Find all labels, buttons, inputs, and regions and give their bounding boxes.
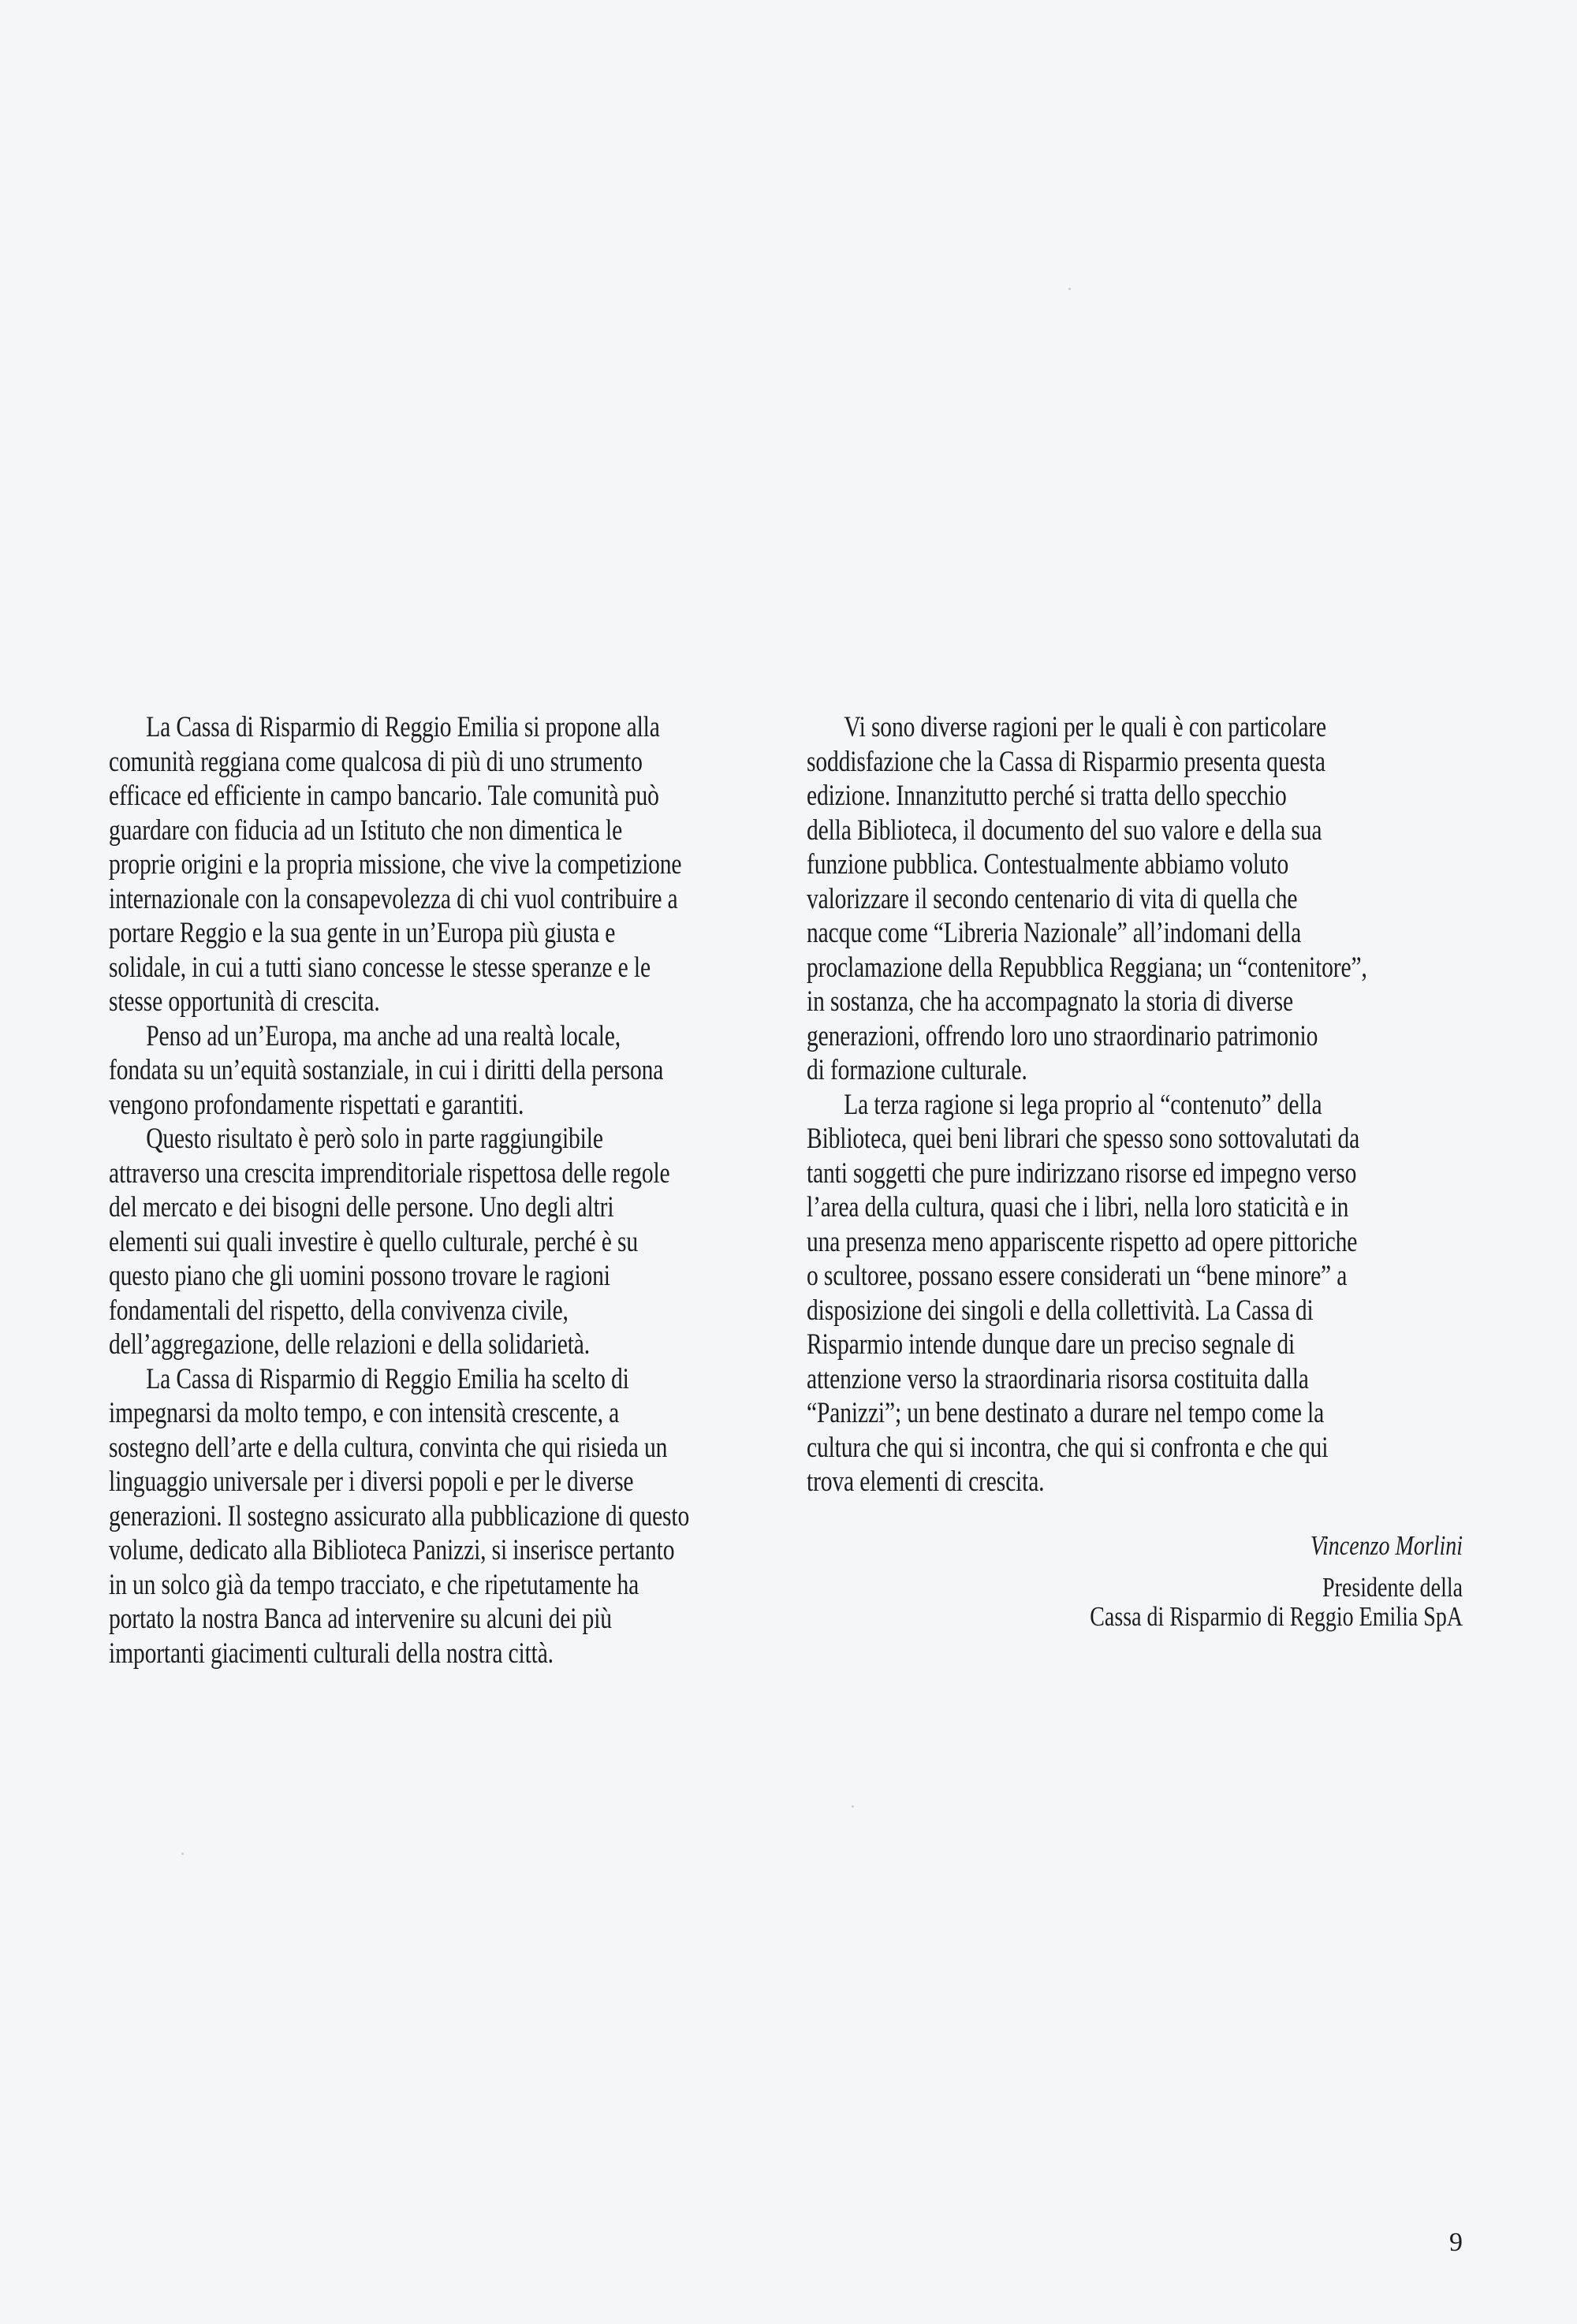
text-line: fondata su un’equità sostanziale, in cui i diritti della persona — [109, 1054, 664, 1086]
text-line: Vi sono diverse ragioni per le quali è con particolare — [844, 711, 1326, 743]
text-line: La terza ragione si lega proprio al “contenuto” della — [844, 1088, 1322, 1121]
text-line: l’area della cultura, quasi che i libri, nella loro staticità e in — [807, 1191, 1349, 1223]
text-line: “Panizzi”; un bene destinato a durare nel tempo come la — [807, 1397, 1325, 1429]
text-line: comunità reggiana come qualcosa di più di uno strumento — [109, 745, 643, 778]
text-line: Risparmio intende dunque dare un preciso segnale di — [807, 1328, 1296, 1361]
text-line: linguaggio universale per i diversi popoli e per le diverse — [109, 1466, 634, 1498]
text-line: portare Reggio e la sua gente in un’Europa più giusta e — [109, 917, 616, 949]
paragraph — [109, 1122, 787, 1362]
text-line: di formazione culturale. — [807, 1054, 1027, 1086]
text-line: attraverso una crescita imprenditoriale rispettosa delle regole — [109, 1156, 670, 1190]
text-line: dell’aggregazione, delle relazioni e della solidarietà. — [109, 1328, 591, 1361]
text-line: cultura che qui si incontra, che qui si confronta e che qui — [807, 1431, 1329, 1464]
left-column — [109, 710, 787, 1670]
text-line: nacque come “Libreria Nazionale” all’indomani della — [807, 917, 1302, 949]
text-line: solidale, in cui a tutti siano concesse le stesse speranze e le — [109, 951, 651, 984]
text-line: La Cassa di Risparmio di Reggio Emilia si propone alla — [146, 711, 660, 743]
text-line: del mercato e dei bisogni delle persone. Uno degli altri — [109, 1191, 614, 1223]
text-line: vengono profondamente rispettati e garantiti. — [109, 1088, 524, 1121]
signature-block — [997, 1530, 1463, 1631]
text-line: proclamazione della Repubblica Reggiana; un “contenitore”, — [807, 951, 1367, 984]
text-line: volume, dedicato alla Biblioteca Panizzi, si inserisce pertanto — [109, 1534, 675, 1566]
text-line: La Cassa di Risparmio di Reggio Emilia ha scelto di — [146, 1362, 629, 1395]
paragraph — [807, 710, 1485, 1088]
text-line: soddisfazione che la Cassa di Risparmio presenta questa — [807, 745, 1325, 778]
text-line: edizione. Innanzitutto perché si tratta dello specchio — [807, 780, 1287, 812]
text-line: disposizione dei singoli e della collettività. La Cassa di — [807, 1294, 1314, 1327]
text-line: elementi sui quali investire è quello culturale, perché è su — [109, 1225, 638, 1258]
text-line: trova elementi di crescita. — [807, 1466, 1045, 1498]
page-number: 9 — [1449, 2228, 1463, 2257]
text-line: questo piano che gli uomini possono trovare le ragioni — [109, 1260, 610, 1292]
text-line: importanti giacimenti culturali della nostra città. — [109, 1637, 554, 1670]
scan-speck — [1068, 288, 1071, 290]
paragraph — [109, 1362, 787, 1671]
paragraph — [807, 1088, 1485, 1499]
text-line: efficace ed efficiente in campo bancario. Tale comunità può — [109, 780, 659, 812]
text-line: impegnarsi da molto tempo, e con intensità crescente, a — [109, 1397, 620, 1429]
text-line: guardare con fiducia ad un Istituto che non dimentica le — [109, 814, 623, 847]
scan-speck — [852, 1805, 854, 1808]
signatory-organization: Cassa di Risparmio di Reggio Emilia SpA — [1090, 1601, 1463, 1632]
text-line: valorizzare il secondo centenario di vita di quella che — [807, 882, 1298, 915]
text-line: fondamentali del rispetto, della convivenza civile, — [109, 1294, 569, 1327]
text-line: Penso ad un’Europa, ma anche ad una realtà locale, — [146, 1019, 621, 1052]
text-line: una presenza meno appariscente rispetto ad opere pittoriche — [807, 1225, 1358, 1258]
text-line: generazioni, offrendo loro uno straordinario patrimonio — [807, 1019, 1318, 1052]
text-line: funzione pubblica. Contestualmente abbiamo voluto — [807, 848, 1289, 881]
text-line: in sostanza, che ha accompagnato la storia di diverse — [807, 985, 1293, 1018]
signatory-name: Vincenzo Morlini — [1310, 1530, 1463, 1561]
text-line: internazionale con la consapevolezza di chi vuol contribuire a — [109, 882, 678, 915]
signatory-role: Presidente della — [1322, 1572, 1463, 1603]
text-line: della Biblioteca, il documento del suo valore e della sua — [807, 814, 1322, 847]
text-line: portato la nostra Banca ad intervenire su alcuni dei più — [109, 1603, 612, 1635]
paragraph — [109, 1019, 787, 1123]
text-line: o scultoree, possano essere considerati un “bene minore” a — [807, 1260, 1348, 1292]
scan-speck — [181, 1853, 184, 1855]
paragraph — [109, 710, 787, 1019]
text-line: proprie origini e la propria missione, che vive la competizione — [109, 848, 682, 881]
text-line: attenzione verso la straordinaria risorsa costituita dalla — [807, 1362, 1309, 1395]
text-line: Questo risultato è però solo in parte raggiungibile — [146, 1123, 603, 1155]
text-line: Biblioteca, quei beni librari che spesso sono sottovalutati da — [807, 1123, 1360, 1155]
text-line: stesse opportunità di crescita. — [109, 985, 380, 1018]
text-line: in un solco già da tempo tracciato, e che ripetutamente ha — [109, 1568, 639, 1601]
text-line: generazioni. Il sostegno assicurato alla pubblicazione di questo — [109, 1499, 690, 1533]
text-line: tanti soggetti che pure indirizzano risorse ed impegno verso — [807, 1156, 1357, 1190]
right-column — [807, 710, 1485, 1499]
text-line: sostegno dell’arte e della cultura, convinta che qui risieda un — [109, 1431, 668, 1464]
